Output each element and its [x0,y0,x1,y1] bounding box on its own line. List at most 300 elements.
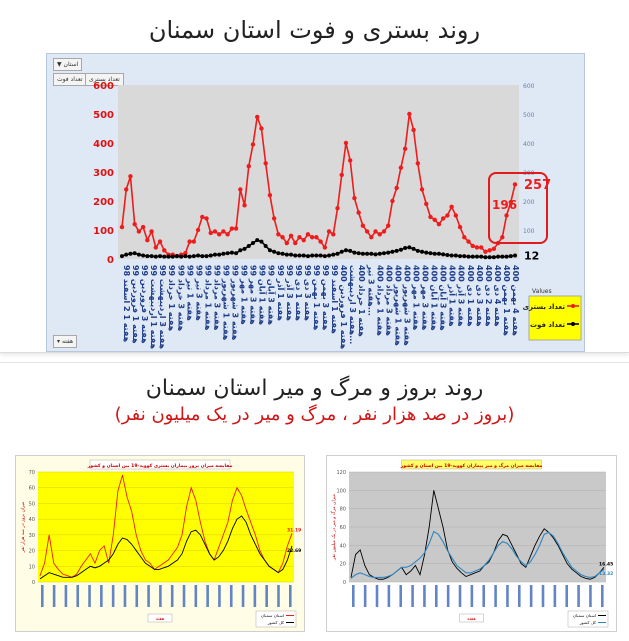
x-tick-label-block [518,585,521,607]
x-tick-label-block [435,585,438,607]
data-point [335,206,339,210]
data-point [403,246,407,250]
x-tick-label: هفته 1 تیر 99 [185,265,195,321]
data-point [445,253,449,257]
data-point [145,254,149,258]
data-point [149,229,153,233]
data-point [175,254,179,258]
data-point [255,115,259,119]
x-tick-label-block [506,585,509,607]
data-point [306,232,310,236]
data-point [293,241,297,245]
data-point [471,255,475,259]
data-point [344,141,348,145]
legend-label: کل کشور [579,620,596,625]
data-point [128,174,132,178]
data-point [238,248,242,252]
x-tick-label: هفته 1 آذر 400 [447,265,457,327]
x-tick-label: هفته 1 آذر 99 [275,265,285,321]
data-point [352,196,356,200]
data-point [382,229,386,233]
data-point [378,252,382,256]
incidence-chart [16,456,304,631]
data-point [331,232,335,236]
plot-area [38,472,294,582]
x-tick-label: هفته 1 مرداد 400 [375,265,385,336]
filter-icon: ▼ [57,61,62,68]
x-tick-label-block [183,585,186,607]
data-point [407,112,411,116]
x-axis-label: هفته [155,617,165,622]
data-point [132,222,136,226]
x-tick-label-block [577,585,580,607]
data-point [150,254,154,258]
data-point [179,255,183,259]
data-point [306,254,310,258]
data-point [209,231,213,235]
data-point [483,250,487,254]
data-point [504,213,508,217]
data-point [386,251,390,255]
data-point [445,213,449,217]
data-point [433,252,437,256]
data-point [361,223,365,227]
data-point [479,245,483,249]
data-point [183,254,187,258]
data-point [394,186,398,190]
y-tick-label: 20 [28,548,35,555]
legend-values-label: Values [532,288,552,295]
data-point [437,222,441,226]
data-point [327,229,331,233]
y-tick-label: 10 [28,564,35,571]
data-point [268,193,272,197]
data-point [487,248,491,252]
x-tick-label-block [135,585,138,607]
legend-marker [571,322,575,326]
data-point [492,247,496,251]
data-point [475,255,479,259]
annotation-latest-deaths: 12 [524,249,540,263]
x-tick-label-block [254,585,257,607]
field-button-deaths[interactable]: تعداد فوت [53,73,87,86]
hospitalization-death-chart [46,53,583,350]
y-tick-label: 100 [336,488,346,495]
x-tick-label-block [364,585,367,607]
data-point [390,199,394,203]
data-point [226,251,230,255]
data-point [365,252,369,256]
data-point [369,235,373,239]
x-tick-label-block [542,585,545,607]
bottom-title: روند بروز و مرگ و میر استان سمنان [145,376,484,401]
data-point [340,250,344,254]
data-point [399,165,403,169]
data-point [420,187,424,191]
data-point [225,232,229,236]
x-tick-label: هفته 1 خرداد 99 [167,265,177,332]
y2-tick-label: 500 [523,112,535,119]
data-point [192,239,196,243]
data-point [213,229,217,233]
y-tick-label: 80 [339,506,346,513]
x-tick-label: هفته 1 دی 99 [293,265,303,321]
x-tick-label-block [218,585,221,607]
data-point [302,238,306,242]
x-tick-label: هفته 1 بهمن 400 [501,265,511,336]
annotation-latest-hospitalized: 257 [524,178,552,193]
y-tick-label: 20 [339,561,346,568]
data-point [488,255,492,259]
y-tick-label: 200 [93,197,114,208]
data-point [441,216,445,220]
x-tick-label: هفته 3 اردیبهشت 99 [158,265,168,350]
x-tick-label: هفته 3 آذر 400 [456,265,466,327]
x-tick-label: هفته 3 شهریور 400 [402,265,412,346]
x-tick-label-block [53,585,56,607]
data-point [263,161,267,165]
data-point [471,244,475,248]
legend-label: تعداد فوت [529,321,565,329]
data-point [133,251,137,255]
data-point [158,254,162,258]
data-point [137,253,141,257]
x-tick-label: هفته 3 خرداد 99 [176,265,186,332]
data-point [255,238,259,242]
data-point [120,225,124,229]
x-tick-label-block [411,585,414,607]
y-tick-label: 30 [28,532,35,539]
data-point [411,128,415,132]
data-point [450,254,454,258]
y-tick-label: 500 [93,110,114,121]
data-point [424,202,428,206]
data-point [310,235,314,239]
x-tick-label: هفته 3 مرداد 99 [212,265,222,331]
data-point [230,251,234,255]
data-point [437,252,441,256]
data-point [200,254,204,258]
data-point [356,210,360,214]
end-value-label: 13.32 [599,572,614,578]
data-point [352,251,356,255]
chart-title: مقایسه میزان بروز بیماران بستری کووید-19 بین استان و کشور [87,464,233,469]
data-point [124,187,128,191]
data-point [128,252,132,256]
x-tick-label-block [554,585,557,607]
data-point [373,229,377,233]
x-tick-label-block [530,585,533,607]
data-point [285,253,289,257]
data-point [272,250,276,254]
data-point [137,229,141,233]
x-tick-label-block [112,585,115,607]
data-point [293,254,297,258]
data-point [217,232,221,236]
data-point [454,254,458,258]
y2-tick-label: 400 [523,141,535,148]
legend-marker [571,304,575,308]
x-tick-label-block [242,585,245,607]
data-point [302,254,306,258]
annotation-previous-hospitalized: 196 [492,198,518,212]
data-point [458,254,462,258]
data-point [513,182,517,186]
y-axis-label: میزان بروز در صد هزار نفر [21,501,26,553]
data-point [205,254,209,258]
y-tick-label: 60 [28,485,35,492]
data-point [213,253,217,257]
data-point [196,228,200,232]
incidence-chart-frame [15,455,305,632]
data-point [221,252,225,256]
data-point [314,254,318,258]
y-tick-label: 100 [93,226,114,237]
x-tick-label-block [76,585,79,607]
data-point [403,147,407,151]
y2-tick-label: 100 [523,228,535,235]
data-point [505,255,509,259]
data-point [348,249,352,253]
x-tick-label: هفته 3 تیر 99 [194,265,204,321]
x-tick-label: هفته 1 مهر 400 [411,265,421,331]
y-tick-label: 0 [107,255,114,266]
data-point [209,254,213,258]
chevron-down-icon: ▾ [57,338,61,345]
filter-label: استان [63,61,79,68]
x-tick-label: هفته 3 بهمن 99 [321,265,331,331]
x-tick-label-block [423,585,426,607]
data-point [369,252,373,256]
data-point [251,241,255,245]
data-point [479,255,483,259]
bottom-subtitle: (بروز در صد هزار نفر ، مرگ و میر در یک میلیون نفر) [114,404,515,425]
x-tick-label-block [171,585,174,607]
top-title: روند بستری و فوت استان سمنان [148,16,481,44]
x-tick-label: هفته 4 بهمن 400 [511,265,520,336]
data-point [124,253,128,257]
data-point [416,249,420,253]
y2-tick-label: 200 [523,199,535,206]
data-point [441,252,445,256]
x-tick-label-block [41,585,44,607]
y-tick-label: 60 [339,525,346,531]
data-point [196,254,200,258]
x-tick-label: هفته 3 تیر... [366,265,376,316]
x-tick-label-block [589,585,592,607]
x-tick-label: هفته 2 دی 400 [483,265,493,327]
data-point [467,255,471,259]
data-point [407,245,411,249]
x-tick-label: هفته 1 بهمن 99 [311,265,321,331]
data-point [204,216,208,220]
data-point [378,232,382,236]
data-point [462,235,466,239]
data-point [496,255,500,259]
data-point [234,251,238,255]
x-tick-label-block [289,585,292,607]
legend-label: استان سمنان [260,613,284,618]
y-tick-label: 40 [339,543,346,550]
x-tick-label: هفته 3 مهر 99 [248,265,258,325]
x-tick-label-block [147,585,150,607]
x-tick-label: هفته 1 آبان 400 [429,265,439,331]
data-point [192,254,196,258]
x-tick-label-block [565,585,568,607]
data-point [466,239,470,243]
x-tick-label-block [88,585,91,607]
data-point [162,248,166,252]
x-tick-label-block [124,585,127,607]
data-point [285,241,289,245]
x-tick-label: هفته 1 فروردین 99 [131,265,141,344]
x-tick-label: هفته 4 دی 400 [492,265,502,327]
data-point [433,218,437,222]
data-point [314,235,318,239]
data-point [336,252,340,256]
x-tick-label: هفته 1 آبان 99 [257,265,267,326]
y2-tick-label: 300 [523,170,535,177]
data-point [327,254,331,258]
x-tick-label: هفته 3 دی 99 [302,265,312,321]
x-tick-label: هفته 3 آذر 99 [284,265,294,321]
data-point [158,239,162,243]
x-tick-label-block [471,585,474,607]
data-point [264,244,268,248]
data-point [230,226,234,230]
data-point [428,251,432,255]
x-tick-label: هفته 3 دی 400 [474,265,484,327]
field-button-hospitalized[interactable]: تعداد بستری [85,73,124,86]
data-point [276,251,280,255]
y-tick-label: 600 [93,81,114,92]
y-tick-label: 120 [336,470,346,476]
axis-field-label: هفته [61,338,74,345]
y-tick-label: 70 [28,470,35,476]
data-point [412,247,416,251]
y-tick-label: 0 [31,580,35,586]
data-point [420,250,424,254]
data-point [454,213,458,217]
x-tick-label: هفته 3 مرداد 400 [384,265,394,336]
data-point [247,244,251,248]
x-tick-label-block [206,585,209,607]
end-value-label: 31.19 [287,528,302,534]
x-tick-label-block [601,585,604,607]
plot-area [118,85,519,259]
x-tick-label: هفته 3 آبان 99 [266,265,276,326]
x-tick-label-block [352,585,355,607]
data-point [281,252,285,256]
data-point [500,255,504,259]
data-point [323,245,327,249]
y-tick-label: 400 [93,139,114,150]
data-point [234,226,238,230]
data-point [243,247,247,251]
data-point [395,249,399,253]
data-point [272,216,276,220]
data-point [386,223,390,227]
x-tick-label: هفته 1 خرداد 400 [357,265,367,337]
mortality-chart [327,456,616,631]
data-point [251,142,255,146]
legend-label: استان سمنان [572,613,596,618]
data-point [276,232,280,236]
end-value-label: 22.69 [287,548,302,554]
data-point [374,252,378,256]
data-point [365,229,369,233]
data-point [259,240,263,244]
data-point [318,239,322,243]
y-tick-label: 50 [28,501,35,508]
x-tick-label-block [230,585,233,607]
data-point [221,229,225,233]
data-point [289,253,293,257]
y-tick-label: 0 [342,580,346,586]
y-axis-label: میزان مرگ و میر در یک میلیون نفر [332,494,337,560]
data-point [513,254,517,258]
y-tick-label: 300 [93,168,114,179]
data-point [462,254,466,258]
x-tick-label-block [277,585,280,607]
data-point [154,245,158,249]
data-point [458,225,462,229]
x-tick-label-block [482,585,485,607]
data-point [162,255,166,259]
data-point [340,173,344,177]
data-point [297,235,301,239]
x-tick-label: هفته 1 فروردین 400 [339,265,349,350]
end-value-label: 16.45 [599,562,614,568]
data-point [475,245,479,249]
data-point [289,234,293,238]
data-point [120,254,124,258]
data-point [361,252,365,256]
x-tick-label: هفته 3 فروردین 99 [140,265,150,344]
x-tick-label: هفته 1 2 اسفند 98 [122,265,131,343]
data-point [200,215,204,219]
data-point [416,161,420,165]
data-point [171,255,175,259]
data-point [310,254,314,258]
x-tick-label-block [459,585,462,607]
data-point [390,250,394,254]
data-point [188,255,192,259]
data-point [331,253,335,257]
x-tick-label: هفته 3 آبان 400 [438,265,448,331]
data-point [217,253,221,257]
y2-tick-label: 600 [523,83,535,90]
data-point [141,254,145,258]
x-tick-label: هفته 1 اسفند 99 [330,265,340,334]
x-tick-label-block [494,585,497,607]
data-point [500,235,504,239]
x-tick-label-block [159,585,162,607]
data-point [424,251,428,255]
mortality-chart-frame [326,455,617,632]
data-point [154,255,158,259]
data-point [280,235,284,239]
x-tick-label: هفته 3 شهریور 99 [230,265,240,341]
data-point [357,251,361,255]
x-tick-label-block [399,585,402,607]
x-tick-label: هفته 1 شهریور 99 [221,265,231,341]
x-tick-label: هفته 1 مرداد 99 [203,265,213,331]
x-tick-label-block [376,585,379,607]
data-point [483,255,487,259]
data-point [428,215,432,219]
data-point [344,248,348,252]
